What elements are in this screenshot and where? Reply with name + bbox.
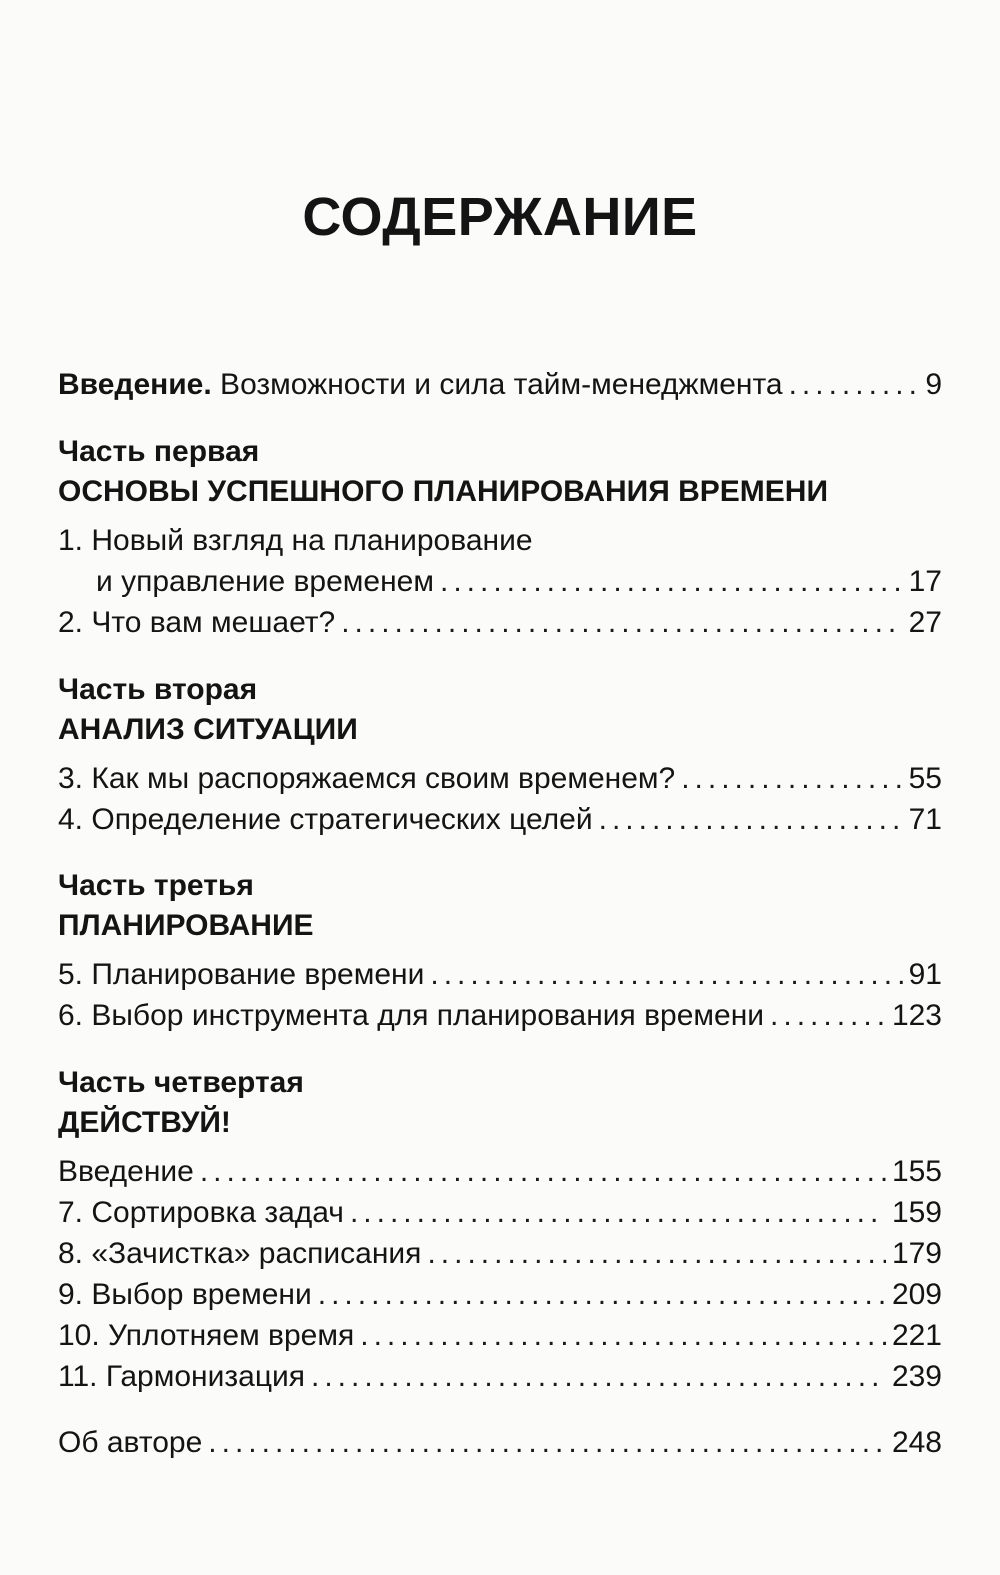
entry-title: 4. Определение стратегических целей: [58, 803, 593, 836]
page-title: СОДЕРЖАНИЕ: [302, 187, 698, 247]
dot-leader: [789, 364, 920, 405]
entry-title: 11. Гармонизация: [58, 1360, 306, 1393]
entry-title: 8. «Зачистка» расписания: [58, 1237, 422, 1270]
dot-leader: [318, 1274, 886, 1315]
toc-entry[interactable]: [58, 1192, 942, 1233]
dot-leader: [311, 1356, 886, 1397]
entry-title: 9. Выбор времени: [58, 1278, 312, 1311]
toc-page: [58, 0, 942, 1575]
page-number: 248: [891, 1426, 942, 1459]
part-label: Часть вторая: [58, 673, 258, 706]
part-label: Часть четвертая: [58, 1066, 304, 1099]
toc-entry[interactable]: [58, 758, 942, 799]
entry-title: 7. Сортировка задач: [58, 1196, 344, 1229]
page-number: 55: [908, 762, 942, 795]
dot-leader: [770, 995, 886, 1036]
toc-entry[interactable]: [58, 1315, 942, 1356]
entry-title: Введение: [58, 1155, 194, 1188]
entry-bold-label: Введение.: [58, 368, 212, 401]
page-number: 91: [908, 958, 942, 991]
toc-entry[interactable]: [58, 602, 942, 643]
toc-entry[interactable]: [58, 995, 942, 1036]
page-number: 239: [891, 1360, 942, 1393]
page-number: 155: [891, 1155, 942, 1188]
toc-author: [58, 1422, 942, 1463]
toc-entry[interactable]: [58, 1151, 942, 1192]
dot-leader: [427, 1233, 886, 1274]
entry-title: 10. Уплотняем время: [58, 1319, 355, 1352]
toc-entry[interactable]: [58, 954, 942, 995]
toc-entry-line[interactable]: 1. Новый взгляд на планирование: [58, 524, 533, 557]
page-number: 159: [891, 1196, 942, 1229]
page-number: 9: [925, 368, 942, 401]
toc-entry[interactable]: [58, 799, 942, 840]
entry-title: Об авторе: [58, 1426, 203, 1459]
page-number: 71: [908, 803, 942, 836]
dot-leader: [430, 954, 902, 995]
page-number: 17: [908, 565, 942, 598]
part-section: [58, 866, 942, 1036]
toc-entry[interactable]: [58, 1233, 942, 1274]
page-number: 179: [891, 1237, 942, 1270]
entry-text: [58, 364, 783, 405]
part-section: [58, 670, 942, 840]
part-label: Часть третья: [58, 869, 254, 902]
page-number: 221: [891, 1319, 942, 1352]
toc-entry[interactable]: [58, 1422, 942, 1463]
dot-leader: [681, 758, 902, 799]
entry-title: Возможности и сила тайм-менеджмента: [211, 368, 783, 401]
dot-leader: [360, 1315, 886, 1356]
entry-title: 3. Как мы распоряжаемся своим временем?: [58, 762, 676, 795]
page-number: 27: [908, 606, 942, 639]
toc-entry[interactable]: [58, 364, 942, 405]
entry-title: и управление временем: [96, 565, 434, 598]
entry-title: 2. Что вам мешает?: [58, 606, 336, 639]
part-label: Часть первая: [58, 435, 260, 468]
dot-leader: [599, 799, 903, 840]
dot-leader: [440, 561, 903, 602]
toc-entry[interactable]: [58, 561, 942, 602]
part-section: [58, 1063, 942, 1397]
entry-title: 6. Выбор инструмента для планирования времени: [58, 999, 765, 1032]
part-section: [58, 432, 942, 643]
entry-title: 5. Планирование времени: [58, 958, 425, 991]
part-title: ПЛАНИРОВАНИЕ: [58, 909, 314, 942]
page-number: 123: [891, 999, 942, 1032]
dot-leader: [208, 1422, 886, 1463]
toc-entry[interactable]: [58, 1356, 942, 1397]
dot-leader: [200, 1151, 886, 1192]
part-title: ДЕЙСТВУЙ!: [58, 1106, 231, 1139]
part-title: ОСНОВЫ УСПЕШНОГО ПЛАНИРОВАНИЯ ВРЕМЕНИ: [58, 475, 829, 508]
page-number: 209: [891, 1278, 942, 1311]
dot-leader: [341, 602, 902, 643]
dot-leader: [350, 1192, 886, 1233]
part-title: АНАЛИЗ СИТУАЦИИ: [58, 713, 358, 746]
toc-intro: [58, 364, 942, 405]
toc-entry[interactable]: [58, 1274, 942, 1315]
